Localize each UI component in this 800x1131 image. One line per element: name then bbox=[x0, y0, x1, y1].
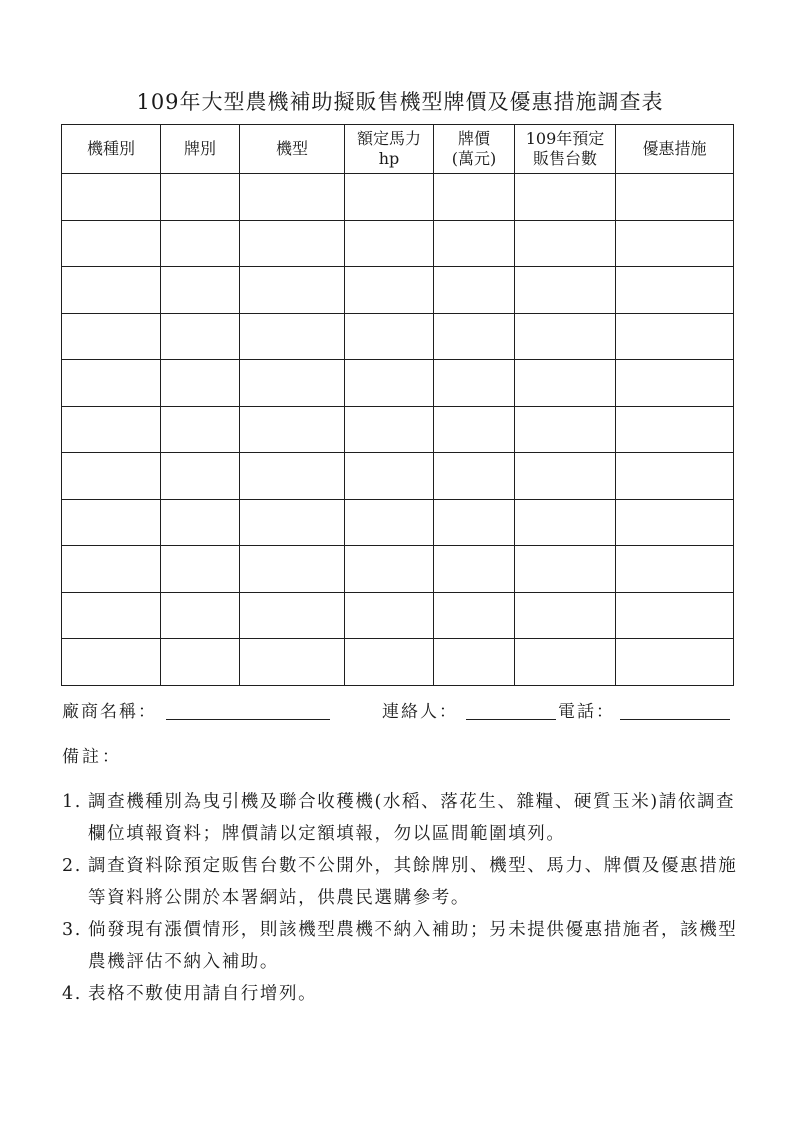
table-cell[interactable] bbox=[62, 406, 161, 453]
table-cell[interactable] bbox=[161, 592, 240, 639]
header-planned-sales: 109年預定 販售台數 bbox=[515, 125, 616, 174]
table-cell[interactable] bbox=[161, 174, 240, 221]
note-item: 4. 表格不敷使用請自行增列。 bbox=[62, 984, 318, 1004]
table-row bbox=[62, 592, 734, 639]
notes-list bbox=[62, 786, 742, 1010]
table-cell[interactable] bbox=[161, 267, 240, 314]
contact-line bbox=[62, 697, 742, 727]
table-cell[interactable] bbox=[161, 360, 240, 407]
table-cell[interactable] bbox=[515, 406, 616, 453]
table-cell[interactable] bbox=[62, 313, 161, 360]
header-list-price: 牌價 (萬元) bbox=[434, 125, 515, 174]
table-cell[interactable] bbox=[240, 592, 345, 639]
table-cell[interactable] bbox=[616, 360, 734, 407]
table-cell[interactable] bbox=[161, 546, 240, 593]
contact-person-label: 連絡人： bbox=[382, 702, 458, 722]
table-cell[interactable] bbox=[345, 639, 434, 686]
note-item: 2. 調查資料除預定販售台數不公開外，其餘牌別、機型、馬力、牌價及優惠措施等資料將公開於本署網站，供農民選購參考。 bbox=[62, 856, 738, 908]
table-cell[interactable] bbox=[62, 220, 161, 267]
table-cell[interactable] bbox=[240, 453, 345, 500]
table-cell[interactable] bbox=[434, 406, 515, 453]
table-cell[interactable] bbox=[616, 592, 734, 639]
table-cell[interactable] bbox=[62, 453, 161, 500]
table-cell[interactable] bbox=[434, 592, 515, 639]
table-cell[interactable] bbox=[616, 499, 734, 546]
header-machine-type: 機種別 bbox=[62, 125, 161, 174]
table-cell[interactable] bbox=[161, 406, 240, 453]
table-cell[interactable] bbox=[515, 546, 616, 593]
header-model: 機型 bbox=[240, 125, 345, 174]
table-cell[interactable] bbox=[434, 313, 515, 360]
table-cell[interactable] bbox=[345, 313, 434, 360]
table-cell[interactable] bbox=[515, 499, 616, 546]
table-cell[interactable] bbox=[434, 360, 515, 407]
table-header-row bbox=[62, 125, 734, 174]
table-body bbox=[62, 174, 734, 686]
table-cell[interactable] bbox=[345, 267, 434, 314]
table-cell[interactable] bbox=[616, 639, 734, 686]
table-cell[interactable] bbox=[616, 453, 734, 500]
table-cell[interactable] bbox=[345, 592, 434, 639]
table-cell[interactable] bbox=[515, 360, 616, 407]
table-cell[interactable] bbox=[616, 546, 734, 593]
table-cell[interactable] bbox=[240, 313, 345, 360]
table-cell[interactable] bbox=[434, 453, 515, 500]
table-cell[interactable] bbox=[434, 267, 515, 314]
table-cell[interactable] bbox=[240, 174, 345, 221]
table-cell[interactable] bbox=[515, 453, 616, 500]
table-cell[interactable] bbox=[515, 592, 616, 639]
table-row bbox=[62, 406, 734, 453]
table-cell[interactable] bbox=[62, 174, 161, 221]
table-cell[interactable] bbox=[240, 546, 345, 593]
table-cell[interactable] bbox=[345, 499, 434, 546]
table-cell[interactable] bbox=[240, 639, 345, 686]
table-cell[interactable] bbox=[515, 220, 616, 267]
table-cell[interactable] bbox=[240, 267, 345, 314]
table-cell[interactable] bbox=[62, 546, 161, 593]
table-cell[interactable] bbox=[515, 313, 616, 360]
table-cell[interactable] bbox=[345, 406, 434, 453]
table-cell[interactable] bbox=[62, 639, 161, 686]
table-cell[interactable] bbox=[616, 406, 734, 453]
vendor-name-field[interactable] bbox=[166, 719, 330, 720]
table-row bbox=[62, 313, 734, 360]
table-cell[interactable] bbox=[345, 220, 434, 267]
header-discount-measures: 優惠措施 bbox=[616, 125, 734, 174]
table-cell[interactable] bbox=[345, 360, 434, 407]
table-cell[interactable] bbox=[434, 174, 515, 221]
vendor-name-label: 廠商名稱： bbox=[62, 702, 157, 722]
phone-label: 電話： bbox=[558, 702, 615, 722]
table-cell[interactable] bbox=[240, 406, 345, 453]
table-row bbox=[62, 546, 734, 593]
table-cell[interactable] bbox=[240, 499, 345, 546]
survey-table bbox=[61, 124, 734, 686]
table-cell[interactable] bbox=[515, 267, 616, 314]
table-cell[interactable] bbox=[62, 360, 161, 407]
table-cell[interactable] bbox=[345, 453, 434, 500]
note-item: 1. 調查機種別為曳引機及聯合收穫機(水稻、落花生、雜糧、硬質玉米)請依調查欄位填報資料；牌價請以定額填報，勿以區間範圍填列。 bbox=[62, 792, 736, 844]
note-item: 3. 倘發現有漲價情形，則該機型農機不納入補助；另未提供優惠措施者，該機型農機評估不納入補助。 bbox=[62, 920, 738, 972]
table-row bbox=[62, 220, 734, 267]
table-cell[interactable] bbox=[240, 220, 345, 267]
table-cell[interactable] bbox=[161, 220, 240, 267]
header-rated-horsepower: 額定馬力 hp bbox=[345, 125, 434, 174]
table-cell[interactable] bbox=[161, 453, 240, 500]
table-cell[interactable] bbox=[616, 174, 734, 221]
contact-person-field[interactable] bbox=[466, 719, 556, 720]
table-cell[interactable] bbox=[345, 546, 434, 593]
table-cell[interactable] bbox=[62, 267, 161, 314]
phone-field[interactable] bbox=[620, 719, 730, 720]
table-cell[interactable] bbox=[62, 499, 161, 546]
page-title: 109年大型農機補助擬販售機型牌價及優惠措施調查表 bbox=[136, 90, 664, 114]
table-cell[interactable] bbox=[515, 639, 616, 686]
table-cell[interactable] bbox=[345, 174, 434, 221]
table-cell[interactable] bbox=[434, 546, 515, 593]
table-cell[interactable] bbox=[240, 360, 345, 407]
header-brand: 牌別 bbox=[161, 125, 240, 174]
notes-heading: 備註： bbox=[62, 747, 122, 767]
table-cell[interactable] bbox=[515, 174, 616, 221]
table-row bbox=[62, 267, 734, 314]
table-cell[interactable] bbox=[62, 592, 161, 639]
table-cell[interactable] bbox=[616, 267, 734, 314]
table-cell[interactable] bbox=[161, 313, 240, 360]
table-cell[interactable] bbox=[161, 639, 240, 686]
table-row bbox=[62, 499, 734, 546]
table-row bbox=[62, 639, 734, 686]
table-cell[interactable] bbox=[434, 499, 515, 546]
table-cell[interactable] bbox=[616, 220, 734, 267]
table-row bbox=[62, 453, 734, 500]
table-row bbox=[62, 174, 734, 221]
table-cell[interactable] bbox=[434, 220, 515, 267]
table-row bbox=[62, 360, 734, 407]
table-cell[interactable] bbox=[616, 313, 734, 360]
table-cell[interactable] bbox=[434, 639, 515, 686]
table-cell[interactable] bbox=[161, 499, 240, 546]
